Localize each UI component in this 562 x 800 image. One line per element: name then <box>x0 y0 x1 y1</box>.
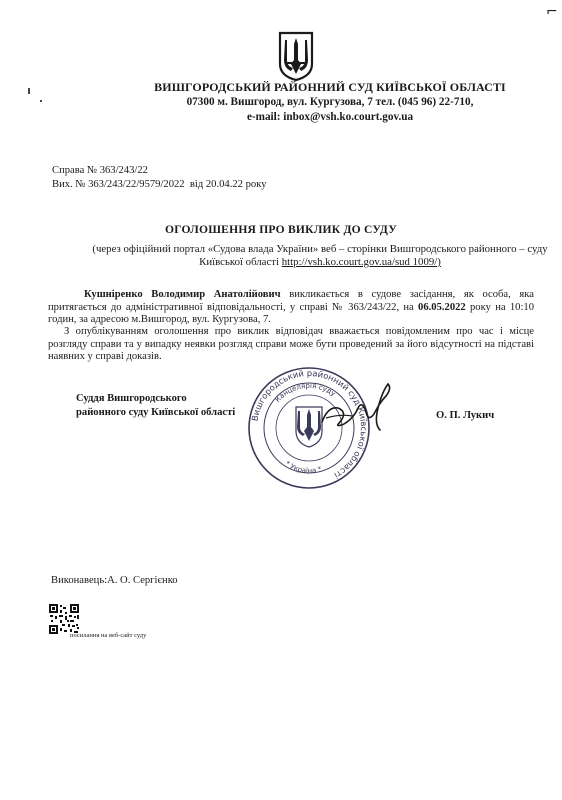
summons-time-address: року на 10:10 годин, за адресою м.Вишгород, вул. Кургузова, 7. <box>48 301 534 326</box>
qr-caption: посилання на веб-сайт суду <box>70 632 147 639</box>
qr-code-icon[interactable] <box>48 603 80 635</box>
notice-consequence-paragraph: З опублікуванням оголошення про виклик відповідач вважається повідомленим про час і місце розгляду справи та у випадку неявки розгляд справи може бути проведений за його відсутності на підставі наявних у справі доказів. <box>48 326 534 363</box>
judge-title-line2: районного суду Київської області <box>76 407 236 418</box>
court-address: 07300 м. Вишгород, вул. Кургузова, 7 тел. (045 96) 22-710, <box>186 96 474 108</box>
outgoing-number <box>52 179 267 190</box>
person-name: Кушніренко Володимир Анатолійович <box>84 289 281 300</box>
portal-note <box>90 243 550 269</box>
court-website-link[interactable]: http://vsh.ko.court.gov.ua/sud 1009/) <box>281 256 441 268</box>
notice-title: ОГОЛОШЕННЯ ПРО ВИКЛИК ДО СУДУ <box>165 223 397 236</box>
page-edge-mark: ⌐ <box>546 4 558 20</box>
judge-name: О. П. Лукич <box>436 410 495 421</box>
case-number: Справа № 363/243/22 <box>52 165 148 176</box>
handwritten-signature <box>318 378 398 438</box>
hearing-date: 06.05.2022 <box>418 301 466 313</box>
scan-speck <box>28 88 30 94</box>
executor: Виконавець:А. О. Сергієнко <box>51 575 178 586</box>
portal-note-text: (через офіційний портал «Судова влада України» веб – сторінки Вишгородського районного – суду Київської області <box>92 243 548 268</box>
outgoing-date: від 20.04.22 року <box>189 179 267 190</box>
summons-paragraph <box>48 289 534 327</box>
outgoing-number-text: Вих. № 363/243/22/9579/2022 <box>52 179 185 190</box>
summons-text: викликається в судове засідання, як особа, яка притягається до адміністративної відповідальності, у справі № 363/243/22, на <box>48 289 534 313</box>
court-name: ВИШГОРОДСЬКИЙ РАЙОННИЙ СУД КИЇВСЬКОЇ ОБЛАСТІ <box>154 80 506 94</box>
seal-inner-text: Канцелярія суду <box>273 381 338 404</box>
judge-title-line1: Суддя Вишгородського <box>76 393 187 404</box>
scan-speck <box>40 100 42 102</box>
seal-bottom-text: * Україна * <box>283 459 323 476</box>
court-email: e-mail: inbox@vsh.ko.court.gov.ua <box>246 111 414 123</box>
seal-outer-text: Вишгородський районний суд Київської області <box>249 367 370 481</box>
coat-of-arms-icon <box>277 30 315 82</box>
